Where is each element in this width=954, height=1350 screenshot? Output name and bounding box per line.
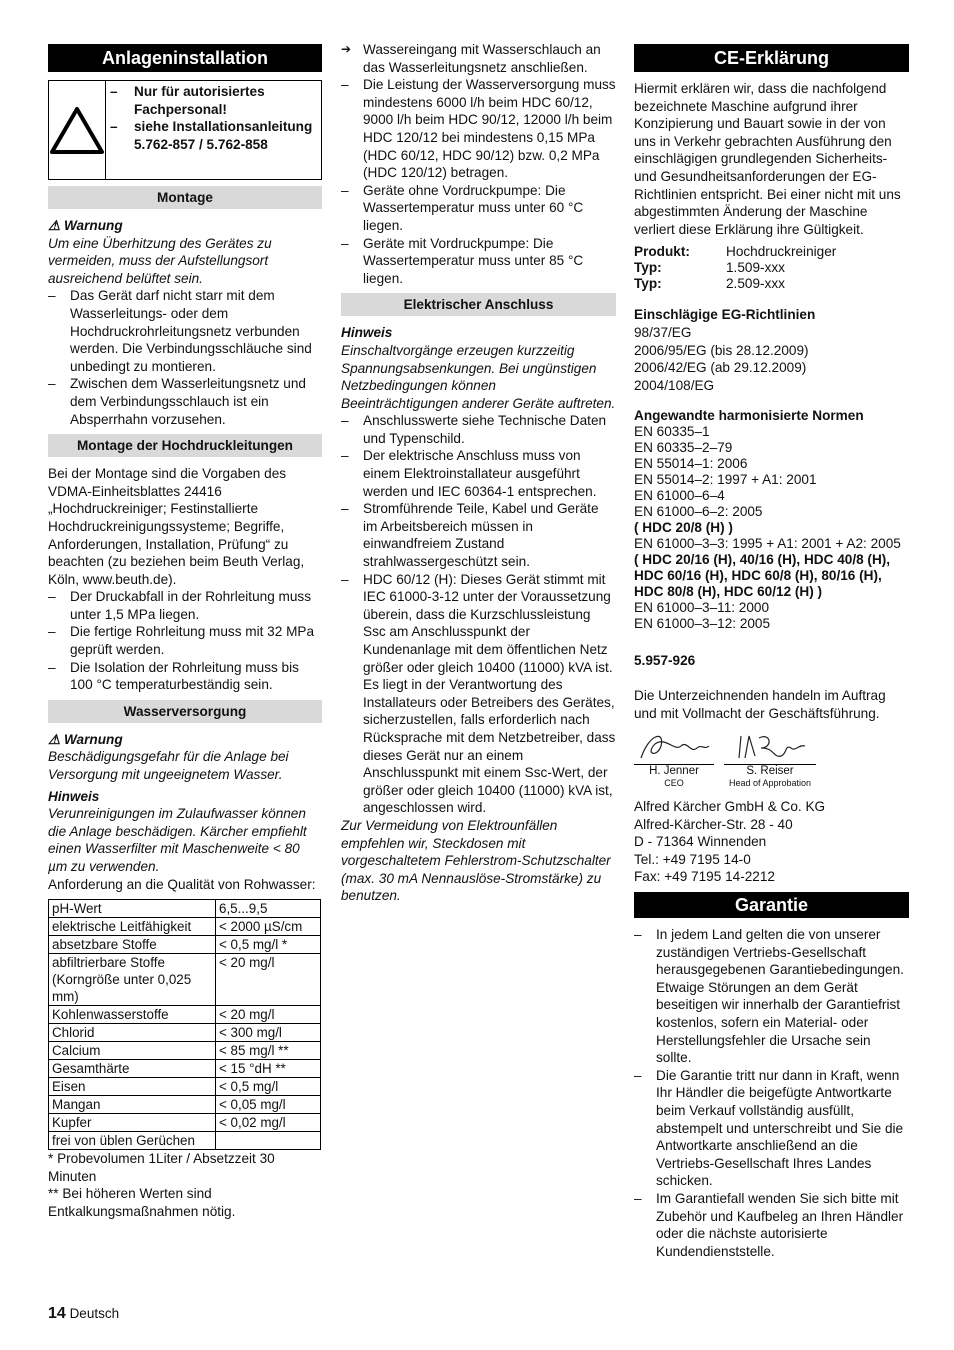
parameter-cell: Kupfer xyxy=(49,1114,216,1132)
list-item: – Die Isolation der Rohrleitung muss bis 100 °C temperaturbeständig sein. xyxy=(48,659,322,694)
type-value: 2.509-xxx xyxy=(726,276,785,292)
address-line: Alfred Kärcher GmbH & Co. KG xyxy=(634,799,826,815)
list-item: – Geräte ohne Vordruckpumpe: Die Wassertemperatur muss unter 60 °C liegen. xyxy=(341,182,616,235)
page-number: 14 xyxy=(48,1305,66,1322)
section-title-anlageninstallation: Anlageninstallation xyxy=(48,44,322,72)
model-group: ( HDC 20/8 (H) ) xyxy=(634,520,733,536)
table-row xyxy=(49,900,321,918)
eg-line: 2006/42/EG (ab 29.12.2009) xyxy=(634,360,807,376)
table-row xyxy=(49,1114,321,1132)
list-item: – Anschlusswerte siehe Technische Daten und Typenschild. xyxy=(341,412,616,447)
hint-label: Hinweis xyxy=(48,788,100,804)
limit-cell: < 20 mg/l xyxy=(216,954,321,1006)
warning-triangle-icon xyxy=(49,81,106,179)
norm-line: EN 55014–2: 1997 + A1: 2001 xyxy=(634,472,817,488)
signer-name: S. Reiser xyxy=(724,764,816,777)
parameter-cell: Chlorid xyxy=(49,1024,216,1042)
signature-reiser xyxy=(731,728,809,764)
hint-text: Verunreinigungen im Zulaufwasser können die Anlage beschädigen. Kärcher empfiehlt einen Wasserfilter mit Maschenweite < 80 µm zu verwenden. xyxy=(48,806,307,874)
list-item: – Die Garantie tritt nur dann in Kraft, wenn Ihr Händler die beigefügte Antwortkarte beim Verkauf vollständig ausfüllt, abstempelt und unterschreibt und Sie die Antwortkarte anschließend an die Vertriebs-Gesellschaft Ihres Landes schicken. xyxy=(634,1067,909,1190)
parameter-cell: frei von üblen Gerüchen xyxy=(49,1132,216,1150)
list-item: – Zwischen dem Wasserleitungsnetz und dem Verbindungsschlauch ist ein Absperrhahn vorzusehen. xyxy=(48,375,322,428)
water-quality-table xyxy=(48,899,321,1150)
column-middle xyxy=(341,41,616,905)
parameter-cell: Kohlenwasserstoffe xyxy=(49,1006,216,1024)
norm-line: EN 55014–1: 2006 xyxy=(634,456,748,472)
type-label: Typ: xyxy=(634,260,662,276)
product-value: Hochdruckreiniger xyxy=(726,244,837,260)
norm-line: EN 61000–3–11: 2000 xyxy=(634,600,770,616)
norm-line: EN 61000–6–2: 2005 xyxy=(634,504,763,520)
list-item: – Die fertige Rohrleitung muss mit 32 MPa geprüft werden. xyxy=(48,623,322,658)
subheading-hochdruckleitungen: Montage der Hochdruckleitungen xyxy=(48,434,322,457)
list-item: – Der Druckabfall in der Rohrleitung muss unter 1,5 MPa liegen. xyxy=(48,588,322,623)
list-item: – Die Leistung der Wasserversorgung muss mindestens 6000 l/h beim HDC 60/12, 9000 l/h beim HDC 90/12, 12000 l/h beim HDC 120/12 bei mindestens 0,15 MPa (HDC 60/12, HDC 90/12) bzw. 0,2 MPa (HDC 120/12) betragen. xyxy=(341,76,616,182)
limit-cell: < 0,5 mg/l xyxy=(216,1078,321,1096)
model-group: ( HDC 20/16 (H), 40/16 (H), HDC 40/8 (H), HDC 60/16 (H), HDC 60/8 (H), 80/16 (H), HDC 80/8 (H), HDC 60/12 (H) ) xyxy=(634,552,891,600)
table-row xyxy=(49,1096,321,1114)
eg-line: 2004/108/EG xyxy=(634,377,715,393)
subheading-elektrischer-anschluss: Elektrischer Anschluss xyxy=(341,293,616,316)
subheading-montage: Montage xyxy=(48,186,322,209)
signer-name: H. Jenner xyxy=(634,764,714,777)
subheading-wasserversorgung: Wasserversorgung xyxy=(48,700,322,723)
eg-line: 2006/95/EG (bis 28.12.2009) xyxy=(634,342,809,358)
list-item: – Im Garantiefall wenden Sie sich bitte mit Zubehör und Kaufbeleg an Ihren Händler oder die nächste autorisierte Kundendienststelle. xyxy=(634,1190,909,1260)
limit-cell: < 0,05 mg/l xyxy=(216,1096,321,1114)
parameter-cell: abfiltrierbare Stoffe (Korngröße unter 0,025 mm) xyxy=(49,954,216,1006)
table-row xyxy=(49,954,321,1006)
page-footer xyxy=(48,1305,119,1323)
column-left xyxy=(48,44,322,1221)
language-label: Deutsch xyxy=(69,1306,120,1321)
table-row xyxy=(49,1060,321,1078)
parameter-cell: Eisen xyxy=(49,1078,216,1096)
norm-line: EN 61000–3–3: 1995 + A1: 2001 + A2: 2005 xyxy=(634,536,901,552)
limit-cell: < 15 °dH ** xyxy=(216,1060,321,1078)
list-item: – Das Gerät darf nicht starr mit dem Wasserleitungs- oder dem Hochdruckrohrleitungsnetz verbunden werden. Die Verbindungsschläuche sind unbedingt zu montieren. xyxy=(48,287,322,375)
list-item: – In jedem Land gelten die von unserer zuständigen Vertriebs-Gesellschaft herausgegebenen Garantiebedingungen. Etwaige Störungen an dem Gerät beseitigen wir innerhalb der Garantiefrist kostenlos, sofern ein Material- oder Herstellungsfehler die Ursache sein sollte. xyxy=(634,926,909,1067)
type-label: Typ: xyxy=(634,276,662,292)
limit-cell: < 85 mg/l ** xyxy=(216,1042,321,1060)
list-item: – Stromführende Teile, Kabel und Geräte im Arbeitsbereich müssen in einwandfreiem Zustand strahlwassergeschützt sein. xyxy=(341,500,616,570)
list-item: – Geräte mit Vordruckpumpe: Die Wassertemperatur muss unter 85 °C liegen. xyxy=(341,235,616,288)
limit-cell: 6,5...9,5 xyxy=(216,900,321,918)
signer-role: Head of Approbation xyxy=(728,778,812,789)
table-footnote: ** Bei höheren Werten sind Entkalkungsmaßnahmen nötig. xyxy=(48,1186,236,1219)
type-value: 1.509-xxx xyxy=(726,260,785,276)
ce-intro: Hiermit erklären wir, dass die nachfolgend bezeichnete Maschine aufgrund ihrer Konzipierung und Bauart sowie in der von uns in Verkehr gebrachten Ausführung den einschlägigen grundlegenden Sicherheits- und Gesundheitsanforderungen der EG-Richtlinien entspricht. Bei einer nicht mit uns abgestimmten Änderung der Maschine verliert diese Erklärung ihre Gültigkeit. xyxy=(634,81,901,237)
limit-cell: < 0,5 mg/l * xyxy=(216,936,321,954)
norm-heading: Angewandte harmonisierte Normen xyxy=(634,408,864,424)
norm-line: EN 61000–3–12: 2005 xyxy=(634,616,771,632)
warning-text: Um eine Überhitzung des Gerätes zu vermeiden, muss der Aufstellungsort ausreichend belüftet sein. xyxy=(48,235,272,286)
warning-icon: ⚠ xyxy=(48,218,61,233)
address-line: Tel.: +49 7195 14-0 xyxy=(634,851,751,867)
limit-cell: < 20 mg/l xyxy=(216,1006,321,1024)
list-item: – Der elektrische Anschluss muss von einem Elektroinstallateur ausgeführt werden und IEC 60364-1 entsprechen. xyxy=(341,447,616,500)
authorized-personnel-box xyxy=(48,80,322,180)
product-label: Produkt: xyxy=(634,244,690,260)
hint-label: Hinweis xyxy=(341,325,393,341)
table-row xyxy=(49,936,321,954)
warnbox-item: – siehe Installationsanleitung 5.762-857 / 5.762-858 xyxy=(110,118,317,153)
closing-note: Zur Vermeidung von Elektrounfällen empfehlen wir, Steckdosen mit vorgeschaltetem Fehlerstrom-Schutzschalter (max. 30 mA Nennauslöse-Stromstärke) zu benutzen. xyxy=(341,817,611,904)
eg-line: 98/37/EG xyxy=(634,324,692,340)
table-row xyxy=(49,1024,321,1042)
norm-line: EN 60335–1 xyxy=(634,424,710,440)
table-row xyxy=(49,1132,321,1150)
limit-cell: < 2000 µS/cm xyxy=(216,918,321,936)
signers-text: Die Unterzeichnenden handeln im Auftrag und mit Vollmacht der Geschäftsführung. xyxy=(634,687,886,721)
parameter-cell: pH-Wert xyxy=(49,900,216,918)
signature-block xyxy=(724,728,816,790)
norm-line: EN 60335–2–79 xyxy=(634,440,733,456)
norm-line: EN 61000–6–4 xyxy=(634,488,725,504)
list-item: ➔ Wassereingang mit Wasserschlauch an das Wasserleitungsnetz anschließen. xyxy=(341,41,616,76)
requirement-text: Anforderung an die Qualität von Rohwasser: xyxy=(48,876,316,892)
warning-text: Beschädigungsgefahr für die Anlage bei Versorgung mit ungeeignetem Wasser. xyxy=(48,749,289,783)
list-item: – HDC 60/12 (H): Dieses Gerät stimmt mit IEC 61000-3-12 unter der Voraussetzung überein, dass die Kurzschlussleistung Ssc am Anschlusspunkt der Kundenanlage mit dem öffentlichen Netz größer oder gleich 10400 (11000) kVA ist. Es liegt in der Verantwortung des Installateurs oder Betreibers des Gerätes, sicherzustellen, falls erforderlich nach Rücksprache mit dem Netzbetreiber, dass dieses Gerät nur an einem Anschlusspunkt mit einem Ssc-Wert, der größer oder gleich 10400 (11000) kVA ist, angeschlossen wird. xyxy=(341,571,616,817)
warning-icon: ⚠ xyxy=(48,731,61,747)
company-address xyxy=(634,798,909,886)
address-line: D - 71364 Winnenden xyxy=(634,834,767,850)
table-row xyxy=(49,1006,321,1024)
parameter-cell: Mangan xyxy=(49,1096,216,1114)
limit-cell: < 300 mg/l xyxy=(216,1024,321,1042)
limit-cell: < 0,02 mg/l xyxy=(216,1114,321,1132)
document-number: 5.957-926 xyxy=(634,653,696,669)
warnbox-item: – Nur für autorisiertes Fachpersonal! xyxy=(110,83,317,118)
section-title-garantie: Garantie xyxy=(634,892,909,918)
parameter-cell: absetzbare Stoffe xyxy=(49,936,216,954)
column-right xyxy=(634,44,909,1260)
signature-block xyxy=(634,728,714,790)
address-line: Alfred-Kärcher-Str. 28 - 40 xyxy=(634,816,793,832)
table-row xyxy=(49,1078,321,1096)
eg-heading: Einschlägige EG-Richtlinien xyxy=(634,307,816,323)
address-line: Fax: +49 7195 14-2212 xyxy=(634,869,775,885)
table-row xyxy=(49,1042,321,1060)
hint-text: Einschaltvorgänge erzeugen kurzzeitig Spannungsabsenkungen. Bei ungünstigen Netzbedingungen können Beeinträchtigungen anderer Geräte auftreten. xyxy=(341,342,616,411)
section-title-ce: CE-Erklärung xyxy=(634,44,909,72)
product-info xyxy=(634,244,909,292)
parameter-cell: Gesamthärte xyxy=(49,1060,216,1078)
parameter-cell: Calcium xyxy=(49,1042,216,1060)
parameter-cell: elektrische Leitfähigkeit xyxy=(49,918,216,936)
warning-label: Warnung xyxy=(63,731,123,747)
signer-role: CEO xyxy=(664,778,684,789)
warning-label: Warnung xyxy=(63,218,123,233)
signature-jenner xyxy=(635,728,713,764)
signatures xyxy=(634,728,909,790)
paragraph: Bei der Montage sind die Vorgaben des VDMA-Einheitsblattes 24416 „Hochdruckreiniger; Festinstallierte Hochdruckreinigungssysteme; Begriffe, Anforderungen, Installation, Prüfung“ zu beachten (zu beziehen beim Beuth Verlag, Köln, www.beuth.de). xyxy=(48,466,305,587)
limit-cell xyxy=(216,1132,321,1150)
table-footnote: * Probevolumen 1Liter / Absetzzeit 30 Minuten xyxy=(48,1151,275,1184)
table-row xyxy=(49,918,321,936)
